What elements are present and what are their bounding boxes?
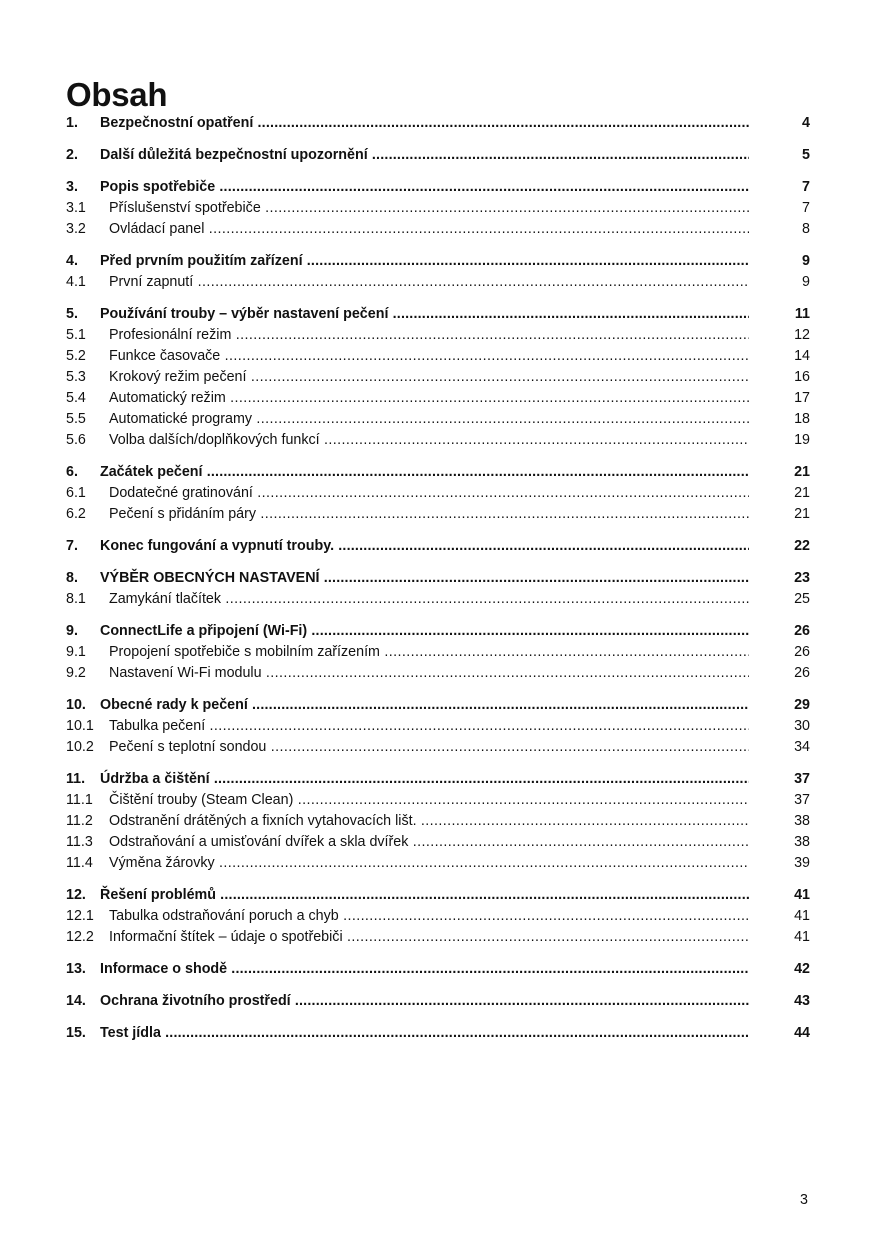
toc-entry-number: 12.2 bbox=[66, 929, 94, 945]
toc-entry-title: Automatické programy ..... bbox=[109, 409, 749, 430]
toc-section-group bbox=[66, 991, 810, 1012]
toc-subsection-entry[interactable] bbox=[66, 790, 810, 811]
toc-section-entry[interactable] bbox=[66, 251, 810, 272]
toc-section-entry[interactable] bbox=[66, 769, 810, 790]
toc-entry-title: Obecné rady k pečení ..... bbox=[100, 695, 749, 716]
toc-entry-page: 26 bbox=[794, 644, 810, 660]
toc-entry-number: 3. bbox=[66, 179, 78, 195]
toc-subsection-entry[interactable] bbox=[66, 367, 810, 388]
toc-entry-title: Odstraňování a umisťování dvířek a skla dvířek ..... bbox=[109, 832, 749, 853]
toc-subsection-entry[interactable] bbox=[66, 642, 810, 663]
toc-entry-number: 5.2 bbox=[66, 348, 86, 364]
toc-subsection-entry[interactable] bbox=[66, 663, 810, 684]
toc-entry-number: 11. bbox=[66, 771, 86, 787]
toc-subsection-entry[interactable] bbox=[66, 430, 810, 451]
toc-section-entry[interactable] bbox=[66, 145, 810, 166]
toc-entry-title: Ochrana životního prostředí ..... bbox=[100, 991, 749, 1012]
toc-entry-number: 6. bbox=[66, 464, 78, 480]
toc-entry-page: 39 bbox=[794, 855, 810, 871]
toc-section-entry[interactable] bbox=[66, 695, 810, 716]
toc-entry-title: Popis spotřebiče ..... bbox=[100, 177, 749, 198]
toc-section-entry[interactable] bbox=[66, 536, 810, 557]
toc-entry-number: 3.1 bbox=[66, 200, 86, 216]
toc-entry-page: 43 bbox=[794, 993, 810, 1009]
toc-subsection-entry[interactable] bbox=[66, 272, 810, 293]
toc-entry-number: 9. bbox=[66, 623, 78, 639]
toc-entry-page: 5 bbox=[802, 147, 810, 163]
toc-entry-page: 18 bbox=[794, 411, 810, 427]
toc-subsection-entry[interactable] bbox=[66, 325, 810, 346]
toc-entry-title: Zamykání tlačítek ..... bbox=[109, 589, 749, 610]
toc-entry-number: 13. bbox=[66, 961, 86, 977]
toc-section-entry[interactable] bbox=[66, 885, 810, 906]
toc-subsection-entry[interactable] bbox=[66, 716, 810, 737]
toc-section-group bbox=[66, 959, 810, 980]
toc-entry-page: 22 bbox=[794, 538, 810, 554]
toc-entry-title: Údržba a čištění ..... bbox=[100, 769, 749, 790]
toc-section-group bbox=[66, 885, 810, 948]
toc-entry-page: 17 bbox=[794, 390, 810, 406]
toc-entry-title: Krokový režim pečení ..... bbox=[109, 367, 749, 388]
toc-entry-title: ConnectLife a připojení (Wi-Fi) ..... bbox=[100, 621, 749, 642]
toc-section-group bbox=[66, 462, 810, 525]
toc-section-group bbox=[66, 145, 810, 166]
toc-subsection-entry[interactable] bbox=[66, 927, 810, 948]
toc-entry-title: Tabulka pečení ..... bbox=[109, 716, 749, 737]
toc-entry-number: 5.1 bbox=[66, 327, 86, 343]
toc-entry-title: Začátek pečení ..... bbox=[100, 462, 749, 483]
toc-entry-title: Nastavení Wi-Fi modulu ..... bbox=[109, 663, 749, 684]
toc-section-entry[interactable] bbox=[66, 959, 810, 980]
toc-section-group bbox=[66, 177, 810, 240]
toc-section-entry[interactable] bbox=[66, 462, 810, 483]
toc-entry-title: Tabulka odstraňování poruch a chyb ..... bbox=[109, 906, 749, 927]
toc-subsection-entry[interactable] bbox=[66, 409, 810, 430]
toc-entry-number: 12. bbox=[66, 887, 86, 903]
toc-entry-title: Test jídla ..... bbox=[100, 1023, 749, 1044]
toc-entry-page: 37 bbox=[794, 771, 810, 787]
toc-entry-page: 29 bbox=[794, 697, 810, 713]
toc-entry-page: 19 bbox=[794, 432, 810, 448]
toc-entry-title: Bezpečnostní opatření ..... bbox=[100, 113, 749, 134]
toc-entry-title: Další důležitá bezpečnostní upozornění ..... bbox=[100, 145, 749, 166]
toc-section-group bbox=[66, 568, 810, 610]
toc-entry-title: Používání trouby – výběr nastavení pečení ..... bbox=[100, 304, 749, 325]
toc-entry-page: 11 bbox=[794, 306, 810, 322]
toc-entry-page: 26 bbox=[794, 665, 810, 681]
toc-entry-page: 4 bbox=[802, 115, 810, 131]
toc-entry-page: 7 bbox=[802, 179, 810, 195]
toc-entry-page: 12 bbox=[794, 327, 810, 343]
toc-entry-number: 9.2 bbox=[66, 665, 86, 681]
toc-subsection-entry[interactable] bbox=[66, 811, 810, 832]
toc-entry-title: Odstranění drátěných a fixních vytahovacích lišt. ..... bbox=[109, 811, 749, 832]
toc-subsection-entry[interactable] bbox=[66, 346, 810, 367]
toc-entry-page: 41 bbox=[794, 887, 810, 903]
toc-entry-number: 4. bbox=[66, 253, 78, 269]
toc-section-group bbox=[66, 769, 810, 874]
toc-subsection-entry[interactable] bbox=[66, 589, 810, 610]
toc-entry-number: 7. bbox=[66, 538, 78, 554]
page-number: 3 bbox=[800, 1192, 808, 1208]
toc-entry-number: 5.4 bbox=[66, 390, 86, 406]
toc-entry-number: 10.1 bbox=[66, 718, 94, 734]
toc-entry-title: Výměna žárovky ..... bbox=[109, 853, 749, 874]
toc-entry-title: Před prvním použitím zařízení ..... bbox=[100, 251, 749, 272]
toc-entry-title: Automatický režim ..... bbox=[109, 388, 749, 409]
toc-entry-title: VÝBĚR OBECNÝCH NASTAVENÍ ..... bbox=[100, 568, 749, 589]
toc-section-group bbox=[66, 113, 810, 134]
toc-subsection-entry[interactable] bbox=[66, 219, 810, 240]
toc-entry-page: 21 bbox=[794, 464, 810, 480]
toc-entry-title: Pečení s teplotní sondou ..... bbox=[109, 737, 749, 758]
toc-entry-number: 11.3 bbox=[66, 834, 93, 850]
toc-subsection-entry[interactable] bbox=[66, 483, 810, 504]
toc-section-group bbox=[66, 1023, 810, 1044]
toc-entry-page: 34 bbox=[794, 739, 810, 755]
toc-entry-page: 30 bbox=[794, 718, 810, 734]
toc-entry-title: Pečení s přidáním páry ..... bbox=[109, 504, 749, 525]
toc-entry-page: 37 bbox=[794, 792, 810, 808]
toc-section-group bbox=[66, 621, 810, 684]
toc-entry-number: 3.2 bbox=[66, 221, 86, 237]
toc-entry-number: 11.1 bbox=[66, 792, 93, 808]
toc-entry-number: 4.1 bbox=[66, 274, 86, 290]
toc-entry-page: 38 bbox=[794, 834, 810, 850]
toc-entry-number: 10.2 bbox=[66, 739, 94, 755]
toc-entry-page: 23 bbox=[794, 570, 810, 586]
toc-entry-page: 26 bbox=[794, 623, 810, 639]
toc-section-entry[interactable] bbox=[66, 991, 810, 1012]
toc-section-group bbox=[66, 695, 810, 758]
toc-entry-title: Informace o shodě ..... bbox=[100, 959, 749, 980]
toc-subsection-entry[interactable] bbox=[66, 906, 810, 927]
toc-entry-title: Příslušenství spotřebiče ..... bbox=[109, 198, 749, 219]
toc-entry-number: 5. bbox=[66, 306, 78, 322]
toc-entry-page: 25 bbox=[794, 591, 810, 607]
toc-entry-page: 41 bbox=[794, 908, 810, 924]
toc-entry-page: 42 bbox=[794, 961, 810, 977]
toc-entry-number: 5.5 bbox=[66, 411, 86, 427]
toc-entry-number: 8. bbox=[66, 570, 78, 586]
toc-entry-page: 7 bbox=[802, 200, 810, 216]
toc-subsection-entry[interactable] bbox=[66, 737, 810, 758]
toc-entry-title: Ovládací panel ..... bbox=[109, 219, 749, 240]
toc-entry-title: Propojení spotřebiče s mobilním zařízením ..... bbox=[109, 642, 749, 663]
toc-section-entry[interactable] bbox=[66, 568, 810, 589]
toc-entry-number: 8.1 bbox=[66, 591, 86, 607]
toc-entry-number: 2. bbox=[66, 147, 78, 163]
toc-entry-title: Volba dalších/doplňkových funkcí ..... bbox=[109, 430, 749, 451]
page-title: Obsah bbox=[66, 76, 168, 114]
toc-subsection-entry[interactable] bbox=[66, 198, 810, 219]
toc-section-group bbox=[66, 251, 810, 293]
toc-entry-page: 8 bbox=[802, 221, 810, 237]
toc-entry-page: 38 bbox=[794, 813, 810, 829]
toc-entry-number: 1. bbox=[66, 115, 78, 131]
toc-entry-number: 11.2 bbox=[66, 813, 93, 829]
toc-entry-page: 9 bbox=[802, 253, 810, 269]
toc-subsection-entry[interactable] bbox=[66, 388, 810, 409]
toc-entry-title: Čištění trouby (Steam Clean) ..... bbox=[109, 790, 749, 811]
toc-entry-title: Informační štítek – údaje o spotřebiči ..... bbox=[109, 927, 749, 948]
toc-entry-number: 5.6 bbox=[66, 432, 86, 448]
toc-entry-page: 41 bbox=[794, 929, 810, 945]
toc-section-group bbox=[66, 536, 810, 557]
toc-section-entry[interactable] bbox=[66, 621, 810, 642]
toc-entry-number: 15. bbox=[66, 1025, 86, 1041]
toc-subsection-entry[interactable] bbox=[66, 504, 810, 525]
toc-entry-number: 11.4 bbox=[66, 855, 93, 871]
toc-section-group bbox=[66, 304, 810, 451]
toc-section-entry[interactable] bbox=[66, 177, 810, 198]
toc-entry-page: 21 bbox=[794, 485, 810, 501]
toc-subsection-entry[interactable] bbox=[66, 853, 810, 874]
toc-entry-page: 21 bbox=[794, 506, 810, 522]
toc-entry-number: 12.1 bbox=[66, 908, 94, 924]
toc-entry-title: Řešení problémů ..... bbox=[100, 885, 749, 906]
toc-entry-number: 14. bbox=[66, 993, 86, 1009]
toc-section-entry[interactable] bbox=[66, 113, 810, 134]
toc-entry-page: 16 bbox=[794, 369, 810, 385]
toc-entry-number: 5.3 bbox=[66, 369, 86, 385]
toc-entry-title: Profesionální režim ..... bbox=[109, 325, 749, 346]
toc-section-entry[interactable] bbox=[66, 1023, 810, 1044]
toc-entry-page: 44 bbox=[794, 1025, 810, 1041]
toc-entry-number: 10. bbox=[66, 697, 86, 713]
toc-entry-number: 9.1 bbox=[66, 644, 86, 660]
table-of-contents bbox=[66, 113, 810, 1055]
toc-entry-page: 9 bbox=[802, 274, 810, 290]
toc-entry-title: První zapnutí ..... bbox=[109, 272, 749, 293]
toc-entry-title: Konec fungování a vypnutí trouby. ..... bbox=[100, 536, 749, 557]
toc-entry-number: 6.2 bbox=[66, 506, 86, 522]
toc-section-entry[interactable] bbox=[66, 304, 810, 325]
toc-subsection-entry[interactable] bbox=[66, 832, 810, 853]
toc-entry-title: Funkce časovače ..... bbox=[109, 346, 749, 367]
toc-entry-title: Dodatečné gratinování ..... bbox=[109, 483, 749, 504]
toc-entry-number: 6.1 bbox=[66, 485, 86, 501]
toc-entry-page: 14 bbox=[794, 348, 810, 364]
